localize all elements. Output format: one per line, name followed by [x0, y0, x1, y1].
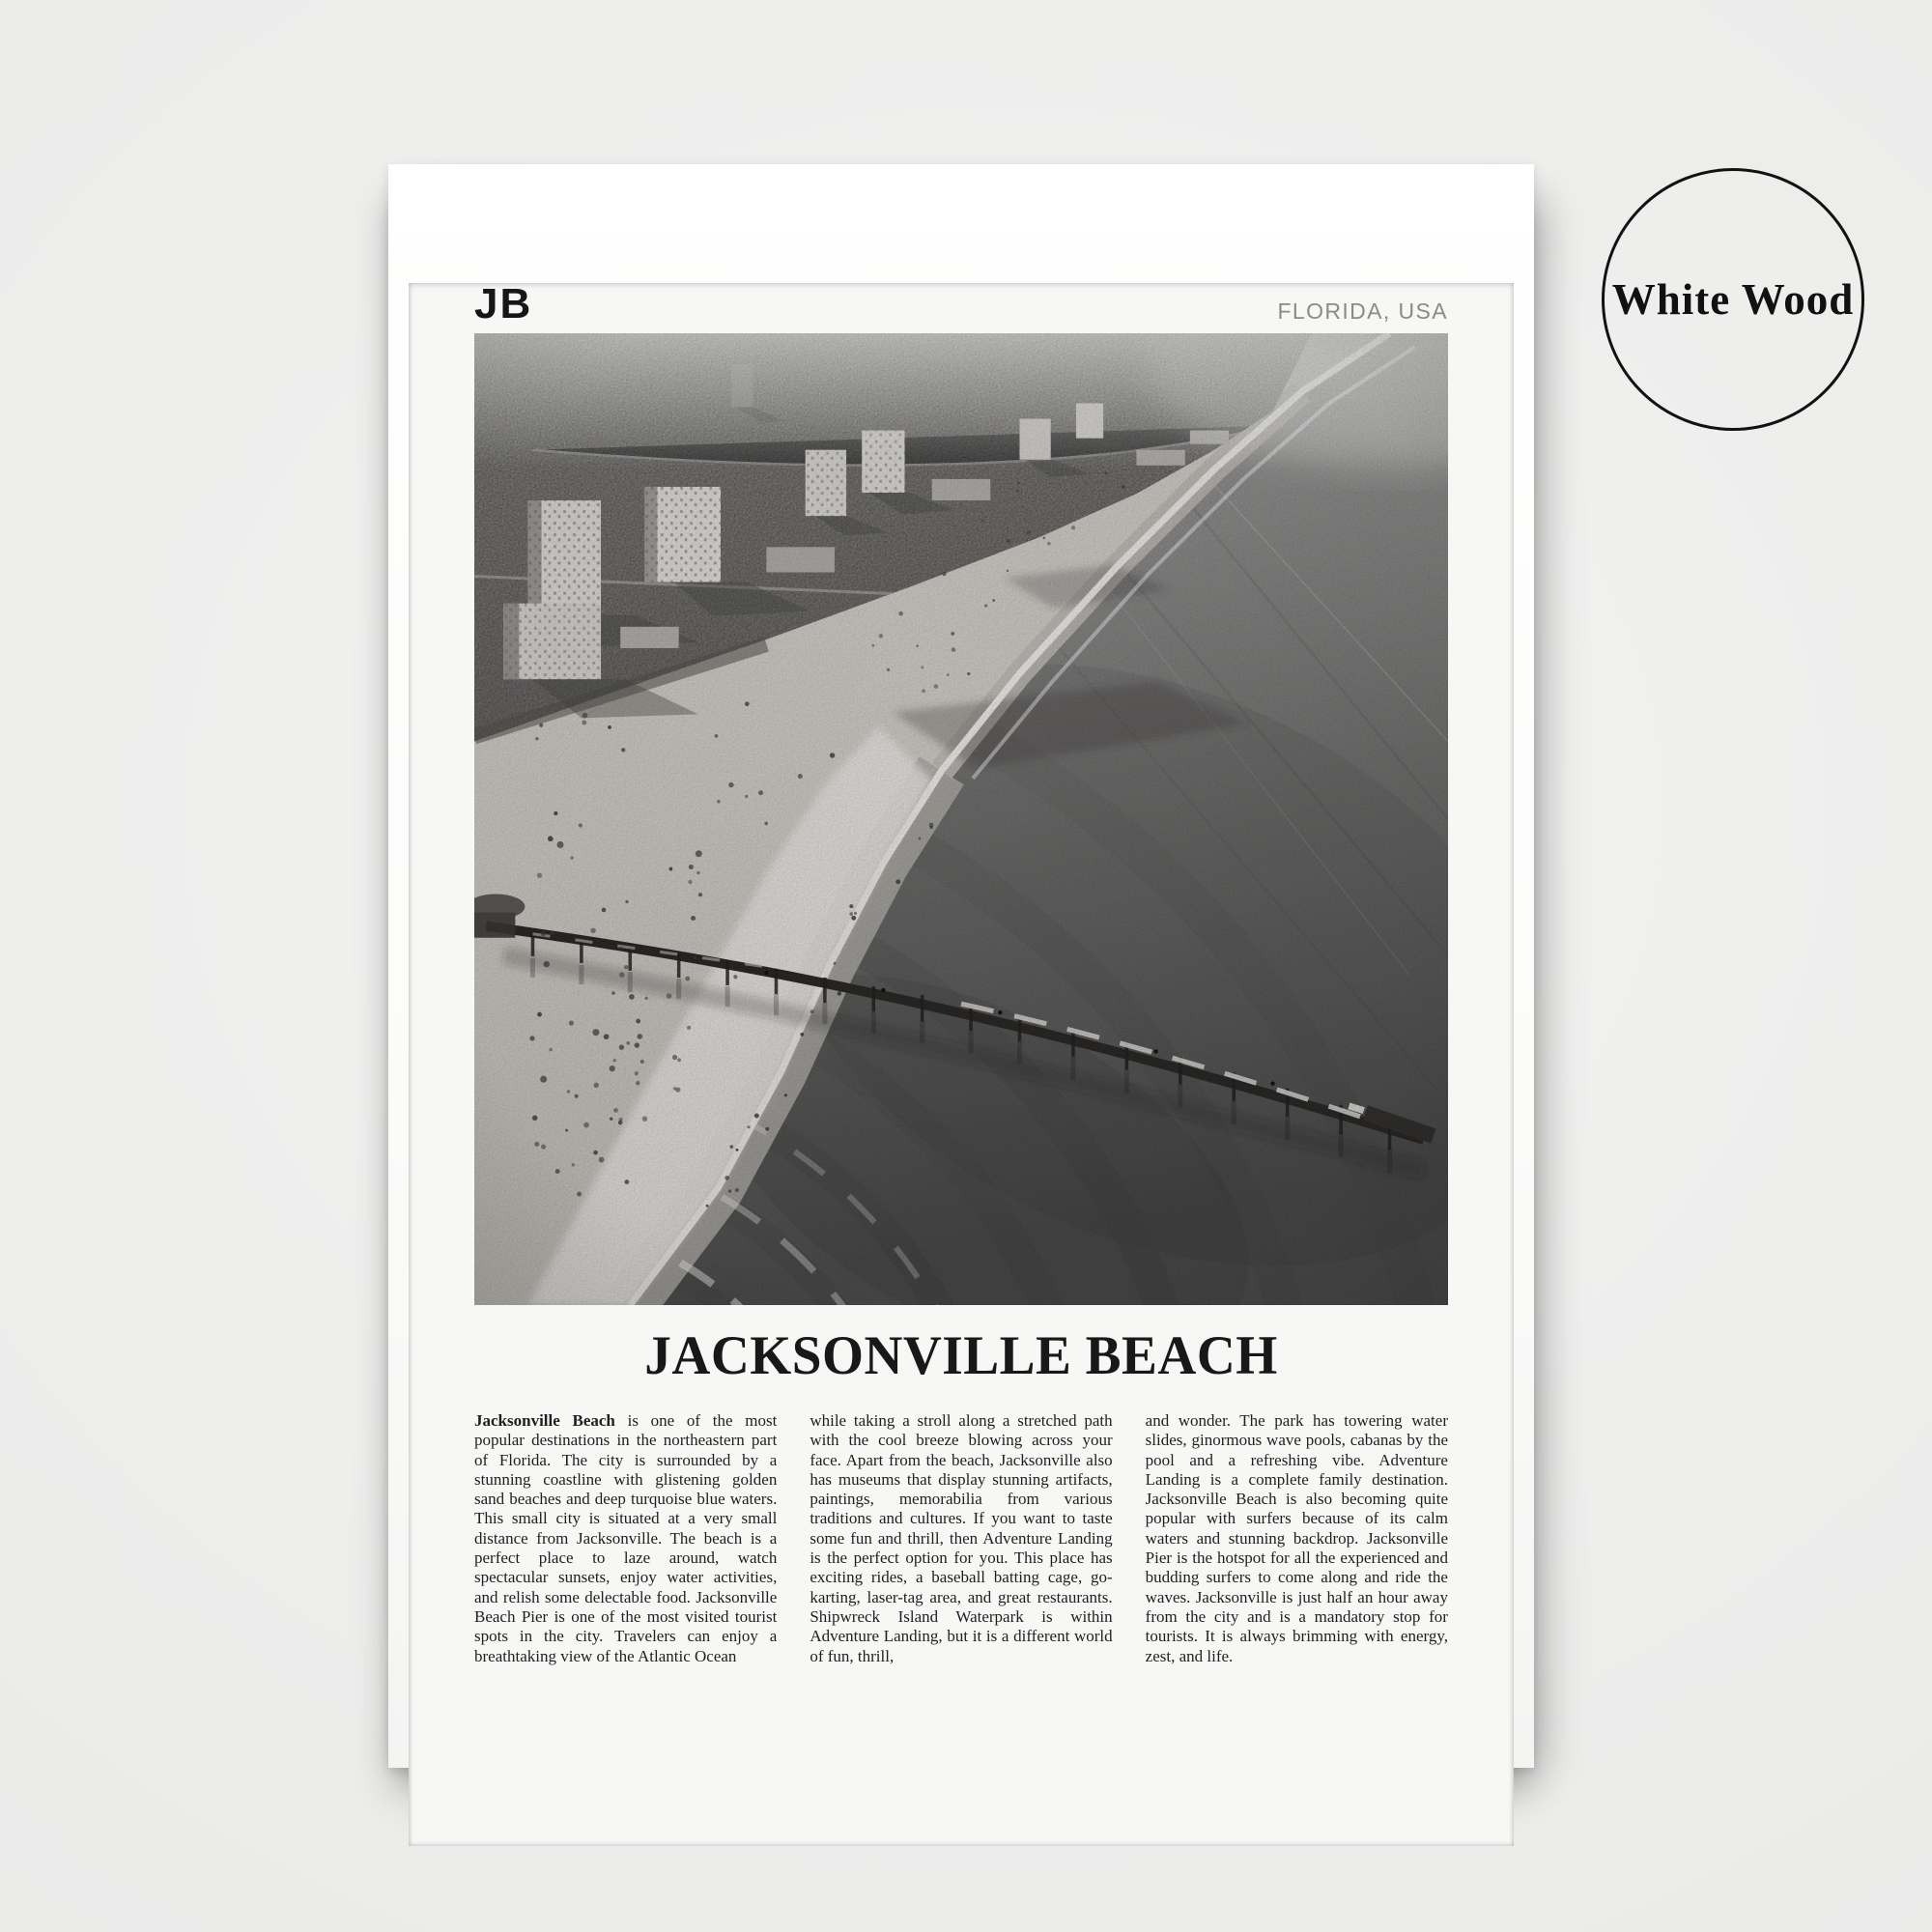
poster-header — [474, 280, 1448, 327]
body-lead: Jacksonville Beach — [474, 1411, 615, 1430]
poster-frame — [388, 164, 1534, 1768]
body-column-1: Jacksonville Beach is one of the most popular destinations in the northeastern part of Florida. The city is surrounded by a stunning coastline with glistening golden sand beaches and deep turquoise blue waters. This small city is situated at a very small distance from Jacksonville. The beach is a perfect place to laze around, watch spectacular sunsets, enjoy water activities, and relish some delectable food. Jacksonville Beach Pier is one of the most visited tourist spots in the city. Travelers can enjoy a breathtaking view of the Atlantic Ocean — [474, 1411, 778, 1665]
poster — [409, 280, 1514, 1846]
beach-photo — [474, 333, 1448, 1305]
white-wood-badge-label: White Wood — [1611, 275, 1855, 324]
poster-location: FLORIDA, USA — [1277, 298, 1448, 324]
poster-title: JACKSONVILLE BEACH — [644, 1325, 1278, 1386]
body-column-3: and wonder. The park has towering water slides, ginormous wave pools, cabanas by the pool and a refreshing vibe. Adventure Landing is a complete family destination. Jacksonville Beach is also becoming quite popular with surfers because of its calm waters and stunning backdrop. Jacksonville Pier is the hotspot for all the experienced and budding surfers to come along and ride the waves. Jacksonville is just half an hour away from the city and is a mandatory stop for tourists. It is always brimming with energy, zest, and life. — [1145, 1411, 1448, 1665]
body-columns — [474, 1411, 1448, 1666]
beach-photo-art — [474, 333, 1448, 1305]
film-grain — [474, 333, 1448, 1305]
white-wood-badge — [1602, 168, 1864, 431]
poster-monogram: JB — [474, 280, 533, 327]
body-column-2: while taking a stroll along a stretched path with the cool breeze blowing across your face. Apart from the beach, Jacksonville also has museums that display stunning artifacts, paintings, memorabilia from various traditions and cultures. If you want to taste some fun and thrill, then Adventure Landing is the perfect option for you. This place has exciting rides, a baseball batting cage, go-karting, laser-tag area, and great restaurants. Shipwreck Island Waterpark is within Adventure Landing, but it is a different world of fun, thrill, — [810, 1411, 1113, 1665]
